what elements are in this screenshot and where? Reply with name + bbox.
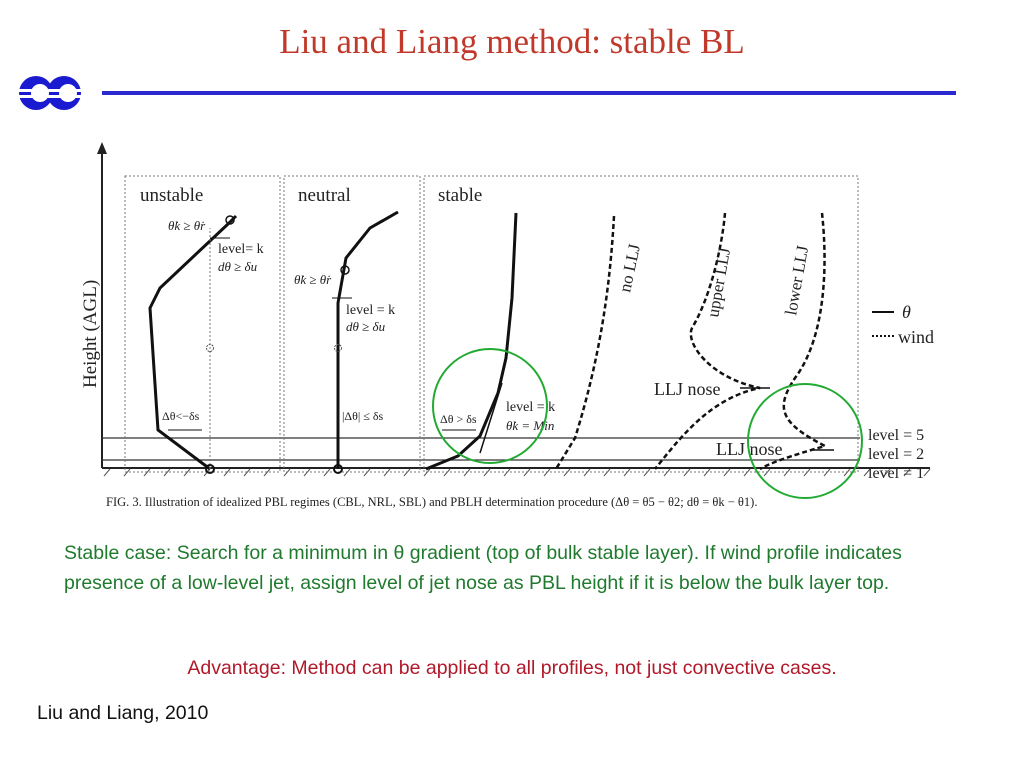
no-llj-label: no LLJ [615, 242, 645, 294]
neutral-dtheta-label: dθ ≥ δu [346, 319, 386, 334]
title-rule [102, 91, 956, 95]
lower-llj-label: lower LLJ [781, 244, 813, 317]
llj-nose-lower-label: LLJ nose [716, 439, 783, 459]
unstable-crit-label: θ̇k ≥ θ̇r [168, 218, 206, 233]
panel-stable-box [424, 176, 858, 472]
unstable-delta-label: Δθ<−δs [162, 409, 200, 423]
figure-caption: FIG. 3. Illustration of idealized PBL regimes (CBL, NRL, SBL) and PBLH determination procedure (Δθ = θ5 − θ2; dθ = θk − θ1). [106, 495, 758, 509]
neutral-crit-label: θ̇k ≥ θ̇r [294, 272, 332, 287]
advantage-statement: Advantage: Method can be applied to all profiles, not just convective cases. [187, 657, 837, 679]
ecmwf-logo [16, 70, 86, 116]
unstable-dtheta-label: dθ ≥ δu [218, 259, 258, 274]
stable-case-description: Stable case: Search for a minimum in θ gradient (top of bulk stable layer). If wind profile indicates presence of a low-level jet, assign level of jet nose as PBL height if it is below the bulk layer top. [64, 542, 902, 594]
citation: Liu and Liang, 2010 [37, 702, 209, 724]
neutral-delta-label: |Δθ| ≤ δs [342, 409, 384, 423]
stable-delta-label: Δθ > δs [440, 412, 477, 426]
level-2-label: level = 2 [868, 446, 925, 463]
llj-nose-upper-label: LLJ nose [654, 379, 721, 399]
legend-wind-label: wind [898, 327, 934, 347]
neutral-theta-profile [338, 212, 398, 469]
panel-label-unstable: unstable [140, 185, 204, 206]
y-axis-arrow [97, 142, 107, 154]
neutral-level-label: level = k [346, 303, 396, 318]
no-llj-wind-profile [556, 216, 614, 469]
legend-theta-label: θ [902, 302, 911, 322]
level-5-label: level = 5 [868, 427, 925, 444]
y-axis-label: Height (AGL) [80, 279, 101, 388]
unstable-level-label: level= k [218, 242, 264, 257]
upper-llj-wind-profile [655, 213, 760, 469]
pbl-regimes-figure [70, 138, 950, 518]
panel-label-stable: stable [438, 185, 483, 206]
stable-level-label: level = k [506, 400, 556, 415]
slide-title: Liu and Liang method: stable BL [279, 22, 745, 61]
level-1-label: level = 1 [868, 465, 925, 482]
panel-label-neutral: neutral [298, 185, 351, 206]
stable-tangent-line [480, 383, 502, 453]
stable-min-label: θ̇k = Min [506, 418, 555, 433]
upper-llj-label: upper LLJ [703, 246, 735, 319]
